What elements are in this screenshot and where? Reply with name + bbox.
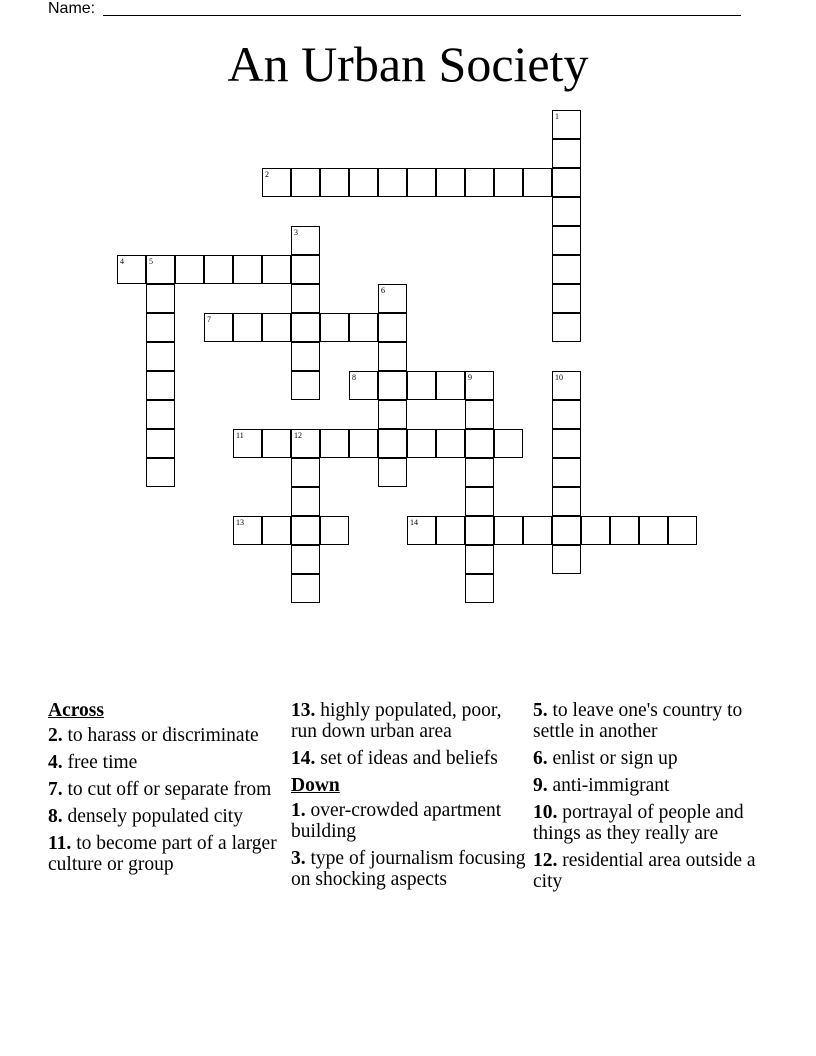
grid-cell[interactable]: [552, 197, 581, 226]
grid-cell[interactable]: [320, 168, 349, 197]
grid-cell[interactable]: [262, 313, 291, 342]
grid-cell[interactable]: [581, 516, 610, 545]
grid-cell[interactable]: [552, 487, 581, 516]
grid-cell[interactable]: [523, 168, 552, 197]
clue-down-3: 3. type of journalism focusing on shocking aspects: [291, 848, 526, 890]
grid-cell[interactable]: [436, 168, 465, 197]
clue-number: 1: [555, 112, 559, 121]
down-heading: Down: [291, 775, 340, 796]
grid-cell[interactable]: [291, 458, 320, 487]
clue-number: 9: [468, 373, 472, 382]
clue-across-2: 2. to harass or discriminate: [48, 725, 259, 746]
grid-cell[interactable]: [552, 284, 581, 313]
grid-cell[interactable]: [291, 487, 320, 516]
grid-cell[interactable]: [349, 429, 378, 458]
clue-column-1: [48, 700, 288, 881]
clue-down-12: 12. residential area outside a city: [533, 850, 756, 892]
grid-cell[interactable]: [233, 313, 262, 342]
grid-cell[interactable]: [291, 284, 320, 313]
grid-cell[interactable]: [146, 255, 175, 284]
grid-cell[interactable]: [552, 110, 581, 139]
grid-cell[interactable]: [204, 255, 233, 284]
grid-cell[interactable]: [262, 168, 291, 197]
grid-cell[interactable]: [320, 429, 349, 458]
grid-cell[interactable]: [291, 168, 320, 197]
clue-down-6: 6. enlist or sign up: [533, 748, 678, 769]
grid-cell[interactable]: [233, 255, 262, 284]
grid-cell[interactable]: [436, 516, 465, 545]
grid-cell[interactable]: [465, 371, 494, 400]
grid-cell[interactable]: [552, 168, 581, 197]
grid-cell[interactable]: [436, 371, 465, 400]
clue-across-8: 8. densely populated city: [48, 806, 243, 827]
clue-number: 14: [410, 518, 418, 527]
grid-cell[interactable]: [291, 545, 320, 574]
clue-down-1: 1. over-crowded apartment building: [291, 800, 502, 842]
clue-number: 10: [555, 373, 563, 382]
grid-cell[interactable]: [291, 313, 320, 342]
clue-number: 5: [149, 257, 153, 266]
clue-across-4: 4. free time: [48, 752, 138, 773]
grid-cell[interactable]: [494, 429, 523, 458]
grid-cell[interactable]: [291, 574, 320, 603]
grid-cell[interactable]: [291, 226, 320, 255]
clue-number: 13: [236, 518, 244, 527]
grid-cell[interactable]: [262, 516, 291, 545]
grid-cell[interactable]: [233, 429, 262, 458]
grid-cell[interactable]: [494, 168, 523, 197]
grid-cell[interactable]: [146, 458, 175, 487]
grid-cell[interactable]: [146, 371, 175, 400]
grid-cell[interactable]: [407, 168, 436, 197]
across-heading: Across: [48, 700, 104, 721]
grid-cell[interactable]: [552, 139, 581, 168]
grid-cell[interactable]: [494, 516, 523, 545]
clue-down-9: 9. anti-immigrant: [533, 775, 670, 796]
grid-cell[interactable]: [378, 400, 407, 429]
grid-cell[interactable]: [291, 342, 320, 371]
clue-number: 2: [265, 170, 269, 179]
clue-across-11: 11. to become part of a larger culture or group: [48, 833, 277, 875]
clue-number: 4: [120, 257, 124, 266]
grid-cell[interactable]: [204, 313, 233, 342]
grid-cell[interactable]: [262, 429, 291, 458]
grid-cell[interactable]: [552, 400, 581, 429]
grid-cell[interactable]: [552, 226, 581, 255]
grid-cell[interactable]: [349, 371, 378, 400]
grid-cell[interactable]: [552, 545, 581, 574]
grid-cell[interactable]: [378, 342, 407, 371]
name-label: Name:: [48, 0, 96, 17]
clue-number: 8: [352, 373, 356, 382]
grid-cell[interactable]: [465, 574, 494, 603]
grid-cell[interactable]: [407, 371, 436, 400]
grid-cell[interactable]: [349, 168, 378, 197]
grid-cell[interactable]: [349, 313, 378, 342]
grid-cell[interactable]: [291, 429, 320, 458]
grid-cell[interactable]: [378, 371, 407, 400]
grid-cell[interactable]: [233, 516, 262, 545]
page-title: An Urban Society: [227, 36, 589, 92]
clue-number: 11: [236, 431, 244, 440]
grid-cell[interactable]: [465, 545, 494, 574]
clue-number: 3: [294, 228, 298, 237]
grid-cell[interactable]: [407, 429, 436, 458]
grid-cell[interactable]: [146, 400, 175, 429]
grid-cell[interactable]: [175, 255, 204, 284]
clue-number: 12: [294, 431, 302, 440]
grid-cell[interactable]: [552, 313, 581, 342]
grid-cell[interactable]: [378, 429, 407, 458]
grid-cell[interactable]: [146, 313, 175, 342]
clue-number: 7: [207, 315, 211, 324]
clue-across-7: 7. to cut off or separate from: [48, 779, 272, 800]
grid-cell[interactable]: [291, 255, 320, 284]
clue-across-14: 14. set of ideas and beliefs: [291, 748, 498, 769]
grid-cell[interactable]: [378, 168, 407, 197]
grid-cell[interactable]: [378, 284, 407, 313]
grid-cell[interactable]: [320, 516, 349, 545]
grid-cell[interactable]: [291, 371, 320, 400]
grid-cell[interactable]: [407, 516, 436, 545]
grid-cell[interactable]: [378, 313, 407, 342]
clue-column-2: [291, 700, 531, 896]
grid-cell[interactable]: [668, 516, 697, 545]
clue-number: 6: [381, 286, 385, 295]
clue-column-3: [533, 700, 773, 898]
grid-cell[interactable]: [117, 255, 146, 284]
grid-cell[interactable]: [436, 429, 465, 458]
grid-cell[interactable]: [378, 458, 407, 487]
grid-cell[interactable]: [465, 516, 494, 545]
grid-cell[interactable]: [465, 400, 494, 429]
grid-cell[interactable]: [465, 458, 494, 487]
grid-cell[interactable]: [523, 516, 552, 545]
clue-across-13: 13. highly populated, poor, run down urban area: [291, 700, 502, 742]
grid-cell[interactable]: [552, 458, 581, 487]
clue-down-10: 10. portrayal of people and things as they really are: [533, 802, 744, 844]
grid-cell[interactable]: [465, 487, 494, 516]
grid-cell[interactable]: [552, 255, 581, 284]
grid-cell[interactable]: [465, 429, 494, 458]
grid-cell[interactable]: [639, 516, 668, 545]
grid-cell[interactable]: [465, 168, 494, 197]
grid-cell[interactable]: [146, 342, 175, 371]
grid-cell[interactable]: [320, 313, 349, 342]
clue-down-5: 5. to leave one's country to settle in another: [533, 700, 743, 742]
grid-cell[interactable]: [291, 516, 320, 545]
grid-cell[interactable]: [146, 284, 175, 313]
grid-cell[interactable]: [552, 429, 581, 458]
grid-cell[interactable]: [146, 429, 175, 458]
grid-cell[interactable]: [552, 371, 581, 400]
grid-cell[interactable]: [552, 516, 581, 545]
grid-cell[interactable]: [262, 255, 291, 284]
grid-cell[interactable]: [610, 516, 639, 545]
